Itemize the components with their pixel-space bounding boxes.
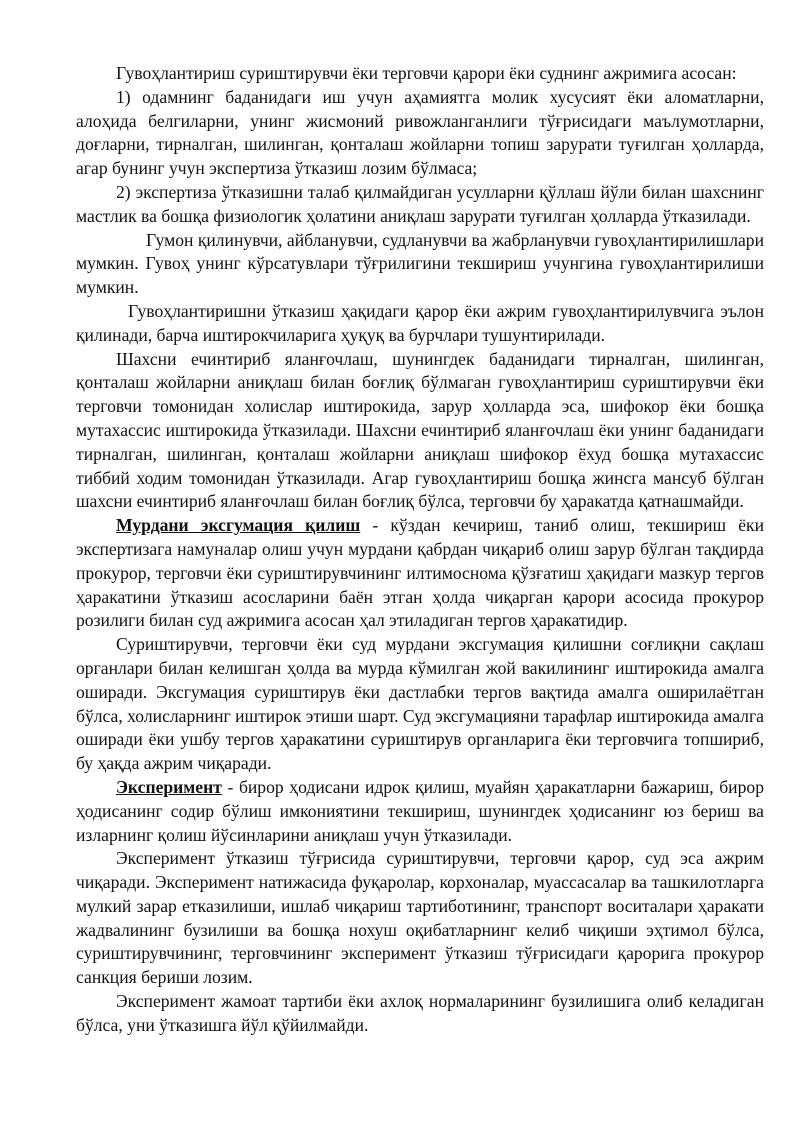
paragraph-intro: Гувоҳлантириш суриштирувчи ёки терговчи қарори ёки суднинг ажримига асосан: xyxy=(116,63,737,83)
paragraph-item-2: 2) экспертиза ўтказишни талаб қилмайдиган усулларни қўллаш йўли билан шахснинг мастлик ва бошқа физиологик ҳолатини аниқлаш зарурати туғилган ҳолларда ўтказилади. xyxy=(76,181,764,226)
paragraph-announcement: Гувоҳлантиришни ўтказиш ҳақидаги қарор ёки ажрим гувоҳлантирилувчига эълон қилинади, барча иштирокчиларига ҳуқуқ ва бурчлари тушунтирилади. xyxy=(76,300,764,345)
paragraph-exhumation-procedure: Суриштирувчи, терговчи ёки суд мурдани эксгумация қилишни соғлиқни сақлаш органлари билан келишган ҳолда ва мурда кўмилган жой вакилининг иштирокида амалга оширади. Эксгумация суриштирув ёки дастлабки тергов вақтида амалга оширилаётган бўлса, холисларнинг иштирок этиши шарт. Суд эксгумацияни тарафлар иштирокида амалга оширади ёки ушбу тергов ҳаракатини суриштирув органларига ёки терговчига топшириб, бу ҳақда ажрим чиқаради. xyxy=(76,634,764,774)
document-body xyxy=(76,62,764,1038)
paragraph-experiment-procedure: Эксперимент ўтказиш тўғрисида суриштирувчи, терговчи қарор, суд эса ажрим чиқаради. Эксперимент натижасида фуқаролар, корхоналар, муассасалар ва ташкилотларга мулкий зарар етказилиши, ишлаб чиқариш тартиботининг, транспорт воситалари ҳаракати жадвалининг бузилиши ва бошқа нохуш оқибатларнинг келиб чиқиши эҳтимол бўлса, суриштирувчининг, терговчининг эксперимент ўтказиш тўғрисидаги қарорига прокурор санкция бериши лозим. xyxy=(76,848,764,988)
term-experiment: Эксперимент xyxy=(116,776,222,797)
paragraph-experiment-definition xyxy=(76,776,764,847)
definition-exhumation: - кўздан кечириш, таниб олиш, текшириш ёки экспертизага намуналар олиш учун мурдани қабрдан чиқариб олиш зарур бўлган тақдирда прокурор, терговчи ёки суриштирувчининг илтимосномa қўзғатиш ҳақидаги мазкур тергов ҳаракатини ўтказиш асосларини баён этган ҳолда чиқарган қарори асосида прокурор розилиги билан суд ажримига асосан ҳал этиладиган тергов ҳаракатидир. xyxy=(76,515,764,631)
paragraph-exhumation-definition xyxy=(76,514,764,633)
paragraph-item-1: 1) одамнинг баданидаги иш учун аҳамиятга молик хусусият ёки аломатларни, алоҳида белгиларни, унинг жисмоний ривожланганлиги тўғрисидаги маълумотларни, доғларни, тирналган, шилинган, қонталаш жойларни топиш зарурати туғилган ҳолларда, агар бунинг учун экспертиза ўтказиш лозим бўлмаса; xyxy=(76,86,764,179)
paragraph-undressing: Шахсни ечинтириб яланғочлаш, шунингдек баданидаги тирналган, шилинган, қонталаш жойларни аниқлаш билан боғлиқ бўлмаган гувоҳлантириш суриштирувчи ёки терговчи томонидан холислар иштирокида, зарур ҳолларда эса, шифокор ёки бошқа мутахассис иштирокида ўтказилади. Шахсни ечинтириб яланғочлаш ёки унинг баданидаги тирналган, шилинган, қонталаш жойларни аниқлаш шифокор ёхуд бошқа мутахассис тиббий ходим томонидан ўтказилади. Агар гувоҳлантириш бошқа жинсга мансуб бўлган шахсни ечинтириб яланғочлаш билан боғлиқ бўлса, терговчи бу ҳаракатда қатнашмайди. xyxy=(76,348,764,512)
paragraph-subjects: Гумон қилинувчи, айбланувчи, судланувчи ва жабрланувчи гувоҳлантирилишлари мумкин. Гувоҳ унинг кўрсатувлари тўғрилигини текшириш учунгина гувоҳлантирилиши мумкин. xyxy=(76,229,764,298)
definition-experiment: - бирор ҳодисани идрок қилиш, муайян ҳаракатларни бажариш, бирор ҳодисанинг содир бўлиш имкониятини текшириш, шунингдек ҳодисанинг юз бериш ва изларнинг қолиш йўсинларини аниқлаш учун ўтказилади. xyxy=(76,776,764,845)
paragraph-experiment-restriction: Эксперимент жамоат тартиби ёки ахлоқ нормаларининг бузилишига олиб келадиган бўлса, уни ўтказишга йўл қўйилмайди. xyxy=(76,991,764,1035)
term-exhumation: Мурдани эксгумация қилиш xyxy=(116,515,361,536)
